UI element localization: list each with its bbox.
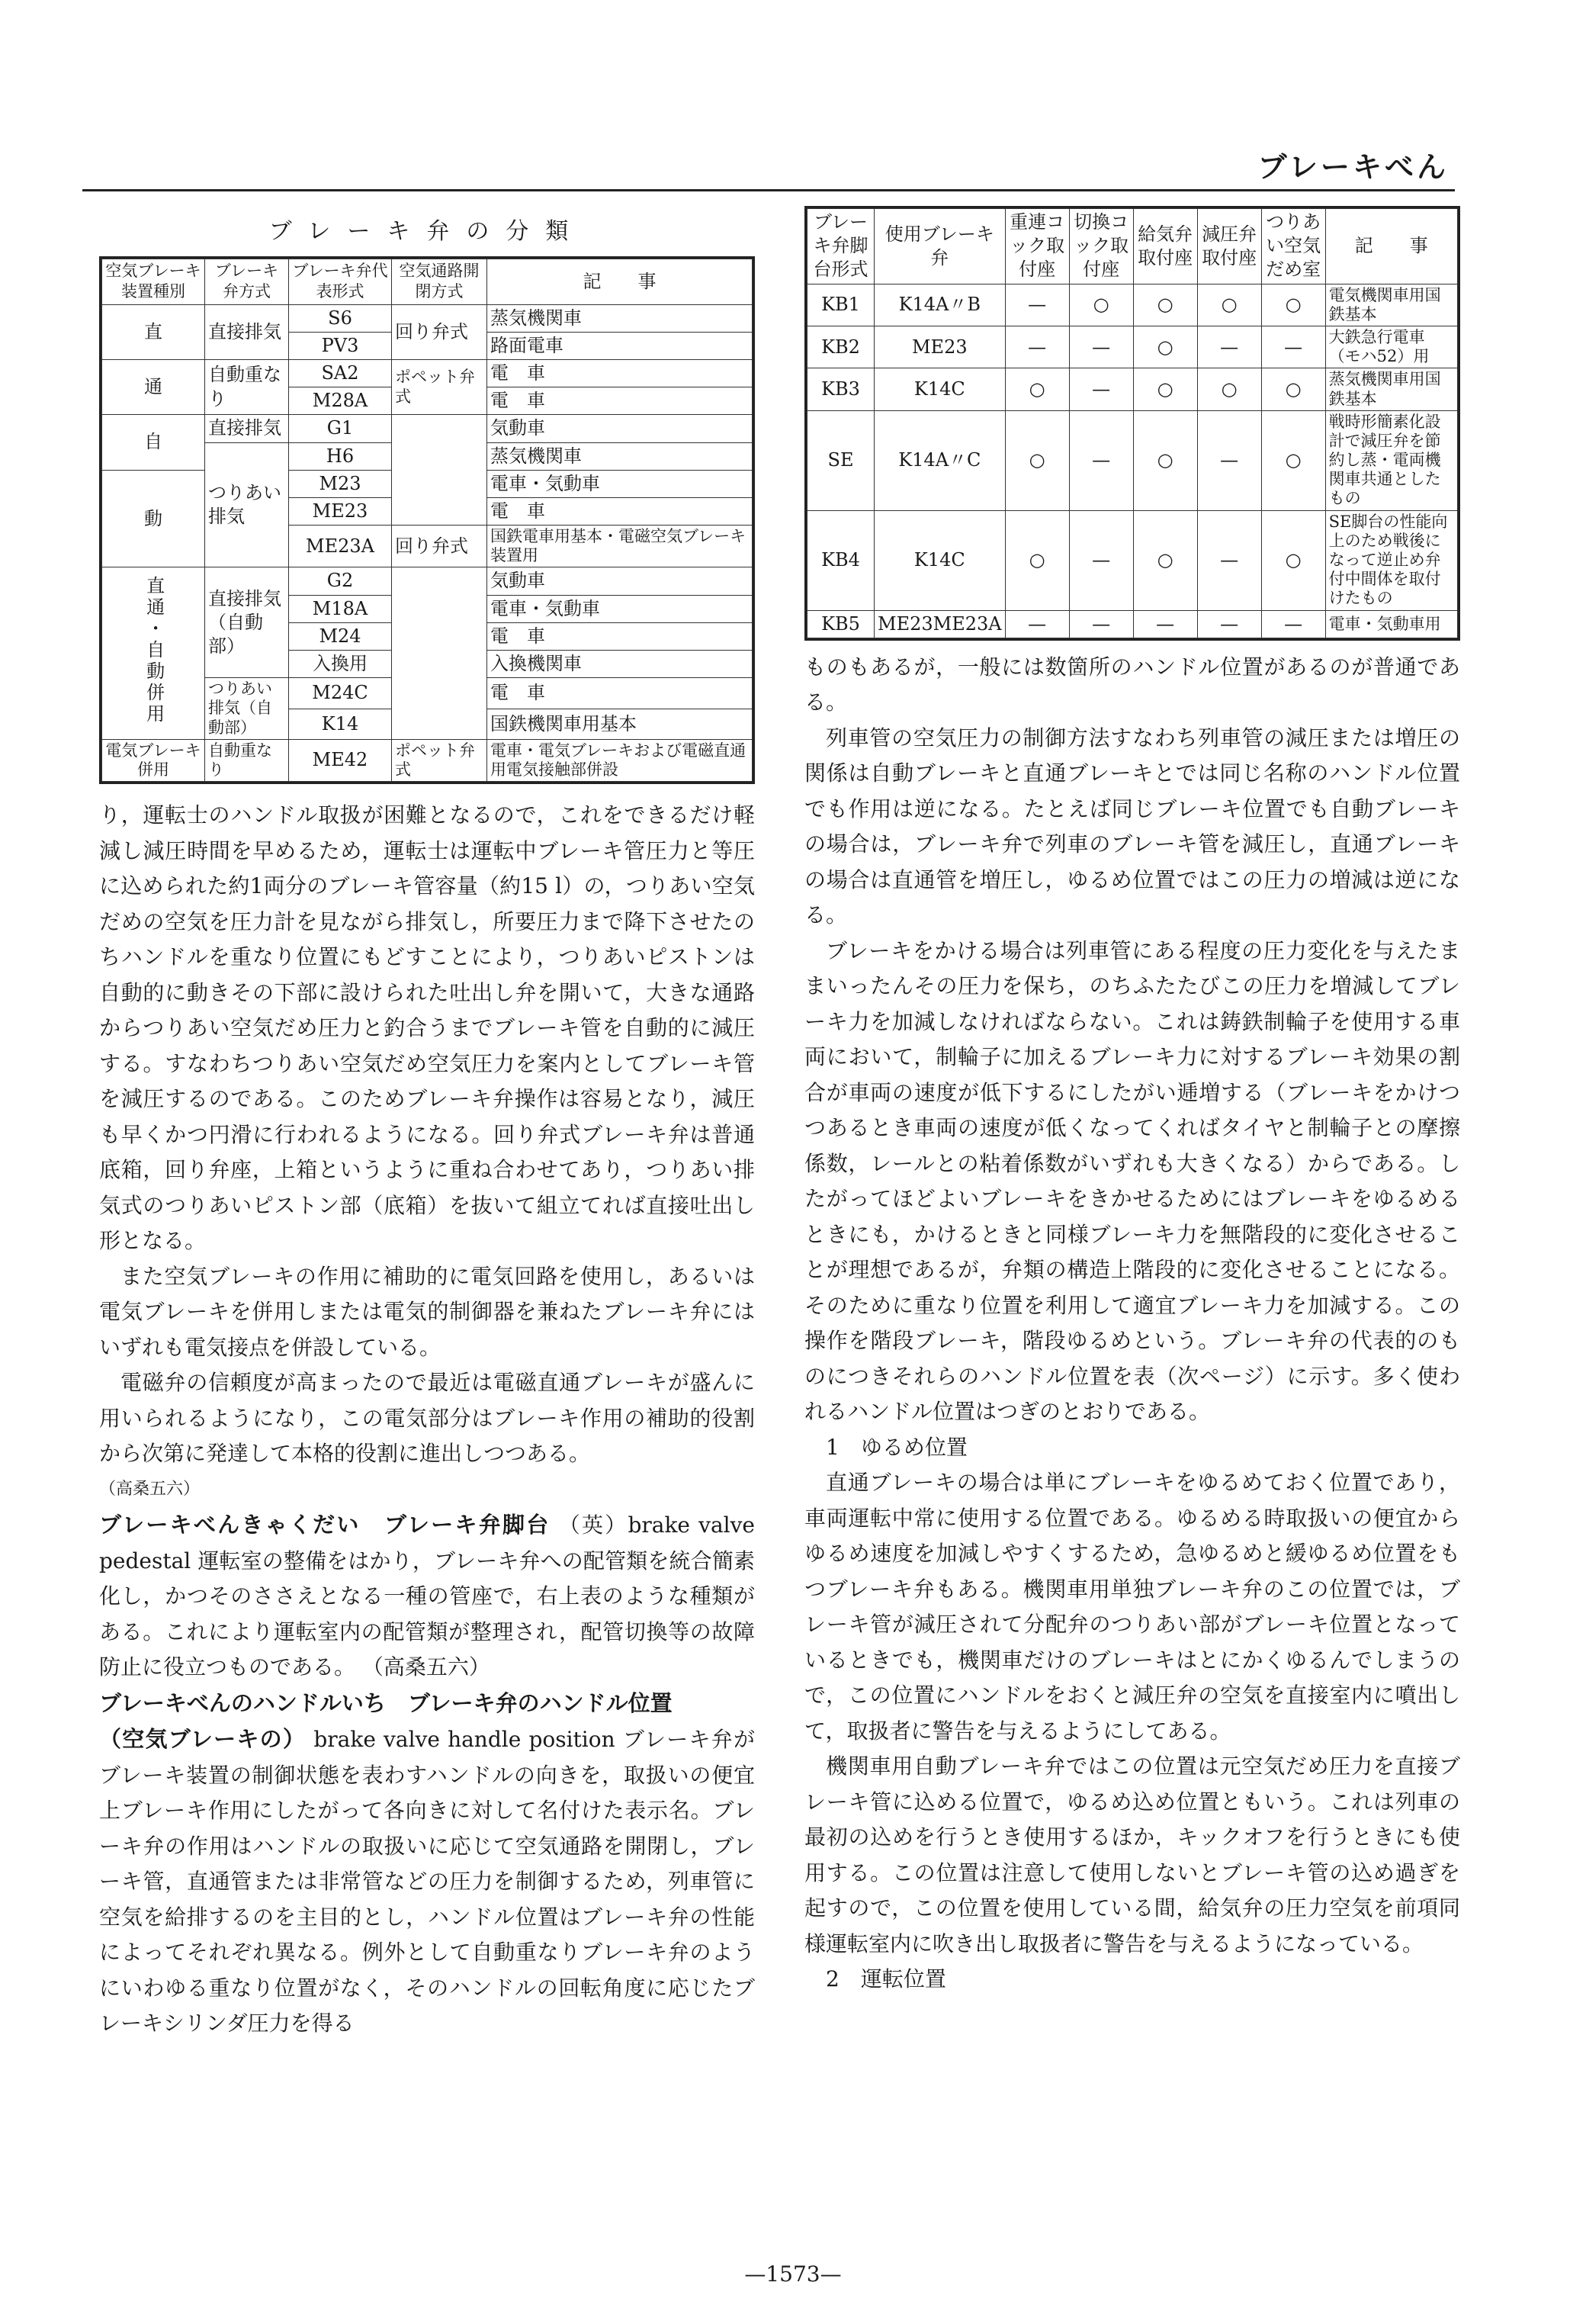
table-cell: 気動車	[487, 567, 753, 595]
table-cell: 電車・気動車用	[1325, 610, 1457, 638]
table-cell: SE	[807, 410, 875, 510]
table-cell: K14C	[875, 368, 1006, 410]
table-cell: —	[1005, 610, 1069, 638]
table-cell: —	[1133, 610, 1197, 638]
entry-body: 運転室の整備をはかり，ブレーキ弁への配管類を統合簡素化し，かつそのささえとなる一種の管座で，右上表のような種類がある。これにより運転室内の配管類が整理され，配管切換等の故障防止に役立つものである。	[99, 1548, 755, 1680]
table-cell: 通	[102, 359, 205, 414]
running-head: ブレーキべん	[1257, 149, 1449, 184]
body-paragraph: 機関車用自動ブレーキ弁ではこの位置は元空気だめ圧力を直接ブレーキ管に込める位置で，ゆるめ込め位置ともいう。これは列車の最初の込めを行うとき使用するほか，キックオフを行うときにも使用する。この位置は注意して使用しないとブレーキ管の込め過ぎを起すので，この位置を使用している間，給気弁の圧力空気を前項同様運転室内に吹き出し取扱者に警告を与えるようになっている。	[804, 1753, 1460, 1956]
table-cell: —	[1197, 510, 1261, 610]
table-cell: 直接排気（自動部）	[205, 567, 289, 678]
table-cell: PV3	[289, 332, 392, 359]
entry-headword-qualifier: （空気ブレーキの）	[99, 1726, 307, 1753]
table-cell: KB3	[807, 368, 875, 410]
table2-frame	[804, 206, 1460, 641]
table-header-cell: つりあい空気だめ室	[1261, 209, 1325, 284]
table-header-cell: ブレーキ弁脚台形式	[807, 209, 875, 284]
table-cell: SE脚台の性能向上のため戦後になって逆止め弁付中間体を取付けたもの	[1325, 510, 1457, 610]
entry-headword: ブレーキべんのハンドルいち ブレーキ弁のハンドル位置	[99, 1689, 673, 1716]
table1-title: ブレーキ弁の分類	[268, 218, 586, 245]
table-header-cell: 重連コック取付座	[1005, 209, 1069, 284]
table-cell: ○	[1005, 410, 1069, 510]
brake-valve-pedestal-table	[807, 208, 1458, 638]
table-row	[102, 739, 753, 781]
table-cell: 国鉄電車用基本・電磁空気ブレーキ装置用	[487, 526, 753, 567]
table-cell: ポペット弁式	[392, 739, 487, 781]
table-cell: M28A	[289, 387, 392, 415]
table-cell	[102, 567, 205, 739]
table-cell: K14	[289, 709, 392, 739]
table-cell: KB5	[807, 610, 875, 638]
right-body	[804, 650, 1460, 1998]
author-signature: （高桑五六）	[99, 1479, 201, 1499]
table-header-cell: 空気通路開閉方式	[392, 259, 487, 305]
table-cell: —	[1005, 326, 1069, 368]
table-cell: —	[1197, 610, 1261, 638]
table-cell: —	[1069, 610, 1133, 638]
table-cell: 電 車	[487, 497, 753, 525]
table-row	[807, 510, 1458, 610]
table-cell: つりあい排気	[205, 442, 289, 567]
table-cell: 電 車	[487, 387, 753, 415]
table-cell: 回り弁式	[392, 304, 487, 359]
header-rule	[82, 189, 1455, 191]
page-number: —1573—	[744, 2261, 842, 2287]
table-cell: ○	[1261, 368, 1325, 410]
table-cell: 電気機関車用国鉄基本	[1325, 284, 1457, 326]
table-cell: 戦時形簡素化設計で減圧弁を節約し蒸・電両機関車共通としたもの	[1325, 410, 1457, 510]
table-cell: —	[1069, 410, 1133, 510]
table-cell: ○	[1133, 326, 1197, 368]
table-cell: —	[1261, 326, 1325, 368]
table-cell: 回り弁式	[392, 526, 487, 567]
table-header-cell: ブレーキ弁方式	[205, 259, 289, 305]
table-cell: 電 車	[487, 359, 753, 387]
table-cell: ME23A	[289, 526, 392, 567]
table-cell: 直	[102, 304, 205, 359]
body-paragraph: 列車管の空気圧力の制御方法すなわち列車管の減圧または増圧の関係は自動ブレーキと直通ブレーキとでは同じ名称のハンドル位置でも作用は逆になる。たとえば同じブレーキ位置でも自動ブレーキの場合は，ブレーキ弁で列車のブレーキ管を減圧し，直通ブレーキの場合は直通管を増圧し，ゆるめ位置ではこの圧力の増減は逆になる。	[804, 725, 1460, 928]
table-row	[807, 410, 1458, 510]
table-cell: G2	[289, 567, 392, 595]
table-cell: 電 車	[487, 678, 753, 709]
table-cell: 電車・気動車	[487, 470, 753, 497]
table-cell: 蒸気機関車用国鉄基本	[1325, 368, 1457, 410]
section-title: 1 ゆるめ位置	[826, 1434, 968, 1460]
body-paragraph: 直通ブレーキの場合は単にブレーキをゆるめておく位置であり，車両運転中常に使用する位置である。ゆるめる時取扱いの便宜からゆるめ速度を加減しやすくするため，急ゆるめと緩ゆるめ位置をもつブレーキ弁もある。機関車用単独ブレーキ弁のこの位置では，ブレーキ管が減圧されて分配弁のつりあい部がブレーキ位置となっているときでも，機関車だけのブレーキはとにかくゆるんでしまうので，この位置にハンドルをおくと減圧弁の空気を直接室内に噴出して，取扱者に警告を与えるようにしてある。	[804, 1470, 1460, 1744]
table-cell: ○	[1261, 410, 1325, 510]
table-cell: 直接排気	[205, 304, 289, 359]
table-cell: —	[1197, 410, 1261, 510]
table-cell: K14C	[875, 510, 1006, 610]
table-cell: ME42	[289, 739, 392, 781]
section-title: 2 運転位置	[826, 1966, 946, 1992]
right-column	[804, 206, 1460, 1998]
table-cell: K14A〃C	[875, 410, 1006, 510]
table-cell: 動	[102, 470, 205, 567]
table-row	[102, 304, 753, 332]
left-body	[99, 798, 755, 2042]
table1-frame	[99, 256, 755, 784]
dictionary-entry	[99, 1686, 755, 2042]
entry-english-term: （英）brake valve pedestal	[99, 1512, 756, 1573]
left-column	[99, 206, 755, 2042]
table-row	[102, 567, 753, 595]
body-paragraph: ものもあるが，一般には数箇所のハンドル位置があるのが普通である。	[804, 654, 1460, 715]
table-cell: ポペット弁式	[392, 359, 487, 414]
table-header-cell: 減圧弁取付座	[1197, 209, 1261, 284]
table-cell: ○	[1133, 410, 1197, 510]
table-cell: M24	[289, 622, 392, 650]
table-cell: ○	[1069, 284, 1133, 326]
table-cell: ○	[1005, 510, 1069, 610]
table-cell: 電車・気動車	[487, 595, 753, 622]
body-paragraph: ブレーキをかける場合は列車管にある程度の圧力変化を与えたままいったんその圧力を保ち，のちふたたびこの圧力を増減してブレーキ力を加減しなければならない。これは鋳鉄制輪子を使用する車両において，制輪子に加えるブレーキ力に対するブレーキ効果の割合が車両の速度が低下するにしたがい逓増する（ブレーキをかけつつあるとき車両の速度が低くなってくればタイヤと制輪子との摩擦係数，レールとの粘着係数がいずれも大きくなる）からである。したがってほどよいブレーキをきかせるためにはブレーキをゆるめるときにも，かけるときと同様ブレーキ力を無階段的に変化させることが理想であるが，弁類の構造上階段的に変化させることになる。そのために重なり位置を利用して適宜ブレーキ力を加減する。この操作を階段ブレーキ，階段ゆるめという。ブレーキ弁の代表的のものにつきそれらのハンドル位置を表（次ページ）に示す。多く使われるハンドル位置はつぎのとおりである。	[804, 937, 1460, 1425]
table-cell: 自動重なり	[205, 739, 289, 781]
table-cell: —	[1005, 284, 1069, 326]
table-cell: 大鉄急行電車（モハ52）用	[1325, 326, 1457, 368]
table-cell: 路面電車	[487, 332, 753, 359]
table-row	[807, 326, 1458, 368]
table-cell: 電車・電気ブレーキおよび電磁直通用電気接触部併設	[487, 739, 753, 781]
table-cell	[392, 567, 487, 739]
table-row	[102, 359, 753, 387]
table-cell: S6	[289, 304, 392, 332]
table-row	[102, 415, 753, 442]
table-cell: M24C	[289, 678, 392, 709]
table-cell: 国鉄機関車用基本	[487, 709, 753, 739]
table-cell: SA2	[289, 359, 392, 387]
body-paragraph: また空気ブレーキの作用に補助的に電気回路を使用し，あるいは電気ブレーキを併用しまたは電気的制御器を兼ねたブレーキ弁にはいずれも電気接点を併設している。	[99, 1263, 755, 1360]
table-cell: H6	[289, 442, 392, 470]
body-paragraph: 電磁弁の信頼度が高まったので最近は電磁直通ブレーキが盛んに用いられるようになり，この電気部分はブレーキ作用の補助的役割から次第に発達して本格的役割に進出しつつある。	[99, 1370, 755, 1467]
table-header-cell: 切換コック取付座	[1069, 209, 1133, 284]
table-row	[807, 284, 1458, 326]
table-header-cell: 記 事	[1325, 209, 1457, 284]
entry-body: ブレーキ弁がブレーキ装置の制御状態を表わすハンドルの向きを，取扱いの便宜上ブレーキ作用にしたがって各向きに対して名付けた表示名。ブレーキ弁の作用はハンドルの取扱いに応じて空気通路を開閉し，ブレーキ管，直通管または非常管などの圧力を制御するため，列車管に空気を給排するのを主目的とし，ハンドル位置はブレーキ弁の性能によってそれぞれ異なる。例外として自動重なりブレーキ弁のようにいわゆる重なり位置がなく，そのハンドルの回転角度に応じたブレーキシリンダ圧力を得る	[99, 1727, 756, 2036]
author-signature: （高桑五六）	[361, 1654, 490, 1680]
table-cell: —	[1069, 368, 1133, 410]
table-cell: KB4	[807, 510, 875, 610]
table-cell: G1	[289, 415, 392, 442]
table-row	[807, 610, 1458, 638]
table-cell: 電 車	[487, 622, 753, 650]
table-cell: ○	[1133, 284, 1197, 326]
table-header-cell: 記 事	[487, 259, 753, 305]
table-header-cell: 給気弁取付座	[1133, 209, 1197, 284]
table-cell: ME23	[875, 326, 1006, 368]
table-header-row	[102, 259, 753, 305]
table-cell: ○	[1197, 368, 1261, 410]
table-header-cell: ブレーキ弁代表形式	[289, 259, 392, 305]
table-cell	[392, 415, 487, 526]
table-cell: 蒸気機関車	[487, 442, 753, 470]
entry-english-term: brake valve handle position	[313, 1727, 615, 1753]
table-row	[807, 368, 1458, 410]
vertical-label: 直通・自動併用	[143, 575, 165, 725]
table-cell: 蒸気機関車	[487, 304, 753, 332]
dictionary-entry	[99, 1507, 755, 1686]
table-cell: —	[1261, 610, 1325, 638]
table-cell: K14A〃B	[875, 284, 1006, 326]
table-cell: ○	[1005, 368, 1069, 410]
table-cell: KB1	[807, 284, 875, 326]
entry-headword: ブレーキべんきゃくだい ブレーキ弁脚台	[99, 1512, 551, 1538]
table-cell: つりあい排気（自動部）	[205, 678, 289, 740]
table-cell: —	[1197, 326, 1261, 368]
table-cell: 入換用	[289, 651, 392, 678]
body-paragraph: り，運転士のハンドル取扱が困難となるので，これをできるだけ軽減し減圧時間を早めるため，運転士は運転中ブレーキ管圧力と等圧に込められた約1両分のブレーキ管容量（約15 l）の，つりあい空気だめの空気を圧力計を見ながら排気し，所要圧力まで降下させたのちハンドルを重なり位置にもどすことにより，つりあいピストンは自動的に動きその下部に設けられた吐出し弁を開いて，大きな通路からつりあい空気だめ圧力と釣合うまでブレーキ管を自動的に減圧する。すなわちつりあい空気だめ空気圧力を案内としてブレーキ管を減圧するのである。このためブレーキ弁操作は容易となり，減圧も早くかつ円滑に行われるようになる。回り弁式ブレーキ弁は普通底箱，回り弁座，上箱というように重ね合わせてあり，つりあい排気式のつりあいピストン部（底箱）を抜いて組立てれば直接吐出し形となる。	[99, 802, 755, 1254]
table-cell: KB2	[807, 326, 875, 368]
table-cell: ○	[1261, 284, 1325, 326]
table-cell: ○	[1197, 284, 1261, 326]
table-cell: ○	[1261, 510, 1325, 610]
table-cell: M18A	[289, 595, 392, 622]
table-cell: —	[1069, 510, 1133, 610]
table-cell: ○	[1133, 368, 1197, 410]
table-cell: 自	[102, 415, 205, 470]
table-header-cell: 使用ブレーキ弁	[875, 209, 1006, 284]
table-header-cell: 空気ブレーキ装置種別	[102, 259, 205, 305]
table-cell: 気動車	[487, 415, 753, 442]
table-cell: M23	[289, 470, 392, 497]
table-cell: 直接排気	[205, 415, 289, 442]
table-cell: 入換機関車	[487, 651, 753, 678]
table-cell: 電気ブレーキ併用	[102, 739, 205, 781]
table-cell: ME23	[289, 497, 392, 525]
table-cell: ○	[1133, 510, 1197, 610]
table-cell: 自動重なり	[205, 359, 289, 414]
table-cell: ME23ME23A	[875, 610, 1006, 638]
table-cell: —	[1069, 326, 1133, 368]
brake-valve-classification-table	[101, 259, 753, 782]
table-header-row	[807, 209, 1458, 284]
